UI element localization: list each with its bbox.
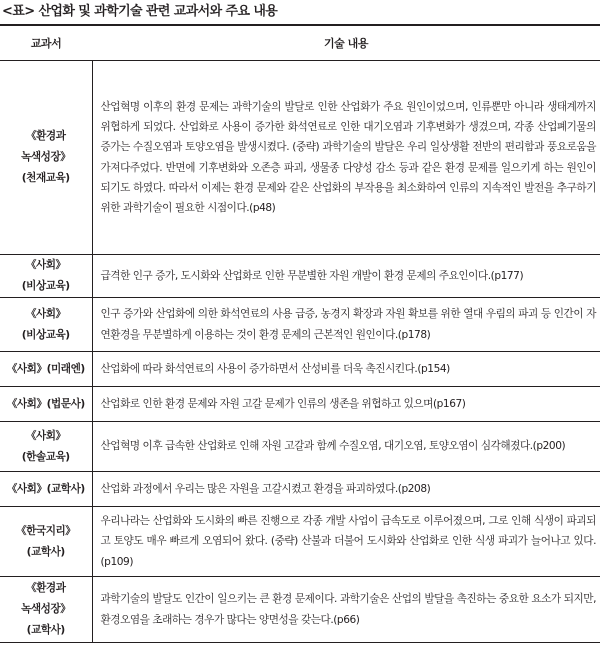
content-cell: 산업혁명 이후 급속한 산업화로 인해 자원 고갈과 함께 수질오염, 대기오염, 토양오염이 심각해졌다.(p200): [92, 422, 600, 472]
table-row: [0, 472, 600, 507]
textbook-name-line: (교학사): [26, 545, 65, 558]
textbook-cell: [0, 507, 92, 577]
textbook-name-line: 《사회》(교학사): [6, 482, 85, 495]
header-content: 기술 내용: [92, 25, 600, 61]
textbook-name-line: (한솔교육): [21, 450, 70, 463]
textbook-cell: [0, 387, 92, 422]
table-row: [0, 255, 600, 298]
table-header: [0, 25, 600, 61]
table-body: [0, 61, 600, 643]
textbook-cell: [0, 577, 92, 643]
textbook-name-line: 《한국지리》: [16, 524, 76, 537]
textbook-cell: [0, 298, 92, 352]
table-row: [0, 298, 600, 352]
content-cell: 산업화 과정에서 우리는 많은 자원을 고갈시켰고 환경을 파괴하였다.(p208): [92, 472, 600, 507]
content-cell: 과학기술의 발달도 인간이 일으키는 큰 환경 문제이다. 과학기술은 산업의 발달을 촉진하는 중요한 요소가 되지만, 환경오염을 초래하는 경우가 많다는 양면성을 갖는다.(p66): [92, 577, 600, 643]
textbook-name-line: (교학사): [26, 624, 65, 636]
textbook-name-line: 녹색성장》: [21, 151, 71, 163]
content-cell: 급격한 인구 증가, 도시화와 산업화로 인한 무분별한 자원 개발이 환경 문제의 주요인이다.(p177): [92, 255, 600, 298]
textbook-cell: [0, 352, 92, 387]
textbook-name-line: (천재교육): [21, 172, 70, 184]
textbook-cell: [0, 61, 92, 255]
textbook-name-line: (비상교육): [21, 328, 70, 341]
table-caption: <표> 산업화 및 과학기술 관련 교과서와 주요 내용: [2, 4, 278, 19]
textbook-cell: [0, 255, 92, 298]
textbook-cell: [0, 472, 92, 507]
table-row: [0, 422, 600, 472]
header-source: 교과서: [0, 25, 92, 61]
table-row: [0, 352, 600, 387]
textbook-name-line: 《환경과: [26, 130, 66, 142]
textbook-name-line: (비상교육): [21, 280, 70, 292]
textbook-name-line: 《사회》: [25, 259, 66, 271]
textbook-name-line: 《사회》(법문사): [6, 397, 85, 410]
textbook-name-line: 《사회》: [25, 307, 66, 320]
textbook-name-line: 《사회》: [25, 429, 66, 442]
table-row: [0, 387, 600, 422]
table-row: [0, 61, 600, 255]
table-row: [0, 507, 600, 577]
content-cell: 산업화에 따라 화석연료의 사용이 증가하면서 산성비를 더욱 촉진시킨다.(p154): [92, 352, 600, 387]
textbook-table: [0, 24, 600, 643]
content-cell: 산업화로 인한 환경 문제와 자원 고갈 문제가 인류의 생존을 위협하고 있으며(p167): [92, 387, 600, 422]
content-cell: 우리나라는 산업화와 도시화의 빠른 진행으로 각종 개발 사업이 급속도로 이루어졌으며, 그로 인해 식생이 파괴되고 토양도 매우 빠르게 오염되어 왔다. (중략) 산불과 더불어 도시화와 산업화로 인한 식생 파괴가 늘어나고 있다.(p109): [92, 507, 600, 577]
textbook-cell: [0, 422, 92, 472]
textbook-name-line: 《사회》(미래엔): [6, 362, 85, 375]
content-cell: 산업혁명 이후의 환경 문제는 과학기술의 발달로 인한 산업화가 주요 원인이었으며, 인류뿐만 아니라 생태계까지 위협하게 되었다. 산업화로 사용이 증가한 화석연료로 인한 대기오염과 기후변화가 생겼으며, 각종 산업폐기물의 증가는 수질오염과 토양오염을 발생시켰다. (중략) 과학기술의 발달은 우리 일상생활 전반의 편리함과 풍요로움을 가져다주었다. 반면에 기후변화와 오존층 파괴, 생물종 다양성 감소 등과 같은 환경 문제를 일으키게 하는 원인이 되기도 하였다. 따라서 이제는 환경 문제와 같은 산업화의 부작용을 최소화하여 인류의 지속적인 발전을 추구하기 위한 과학기술이 필요한 시점이다.(p48): [92, 61, 600, 255]
table-row: [0, 577, 600, 643]
textbook-name-line: 《환경과: [26, 582, 66, 594]
content-cell: 인구 증가와 산업화에 의한 화석연료의 사용 급증, 농경지 확장과 자원 확보를 위한 열대 우림의 파괴 등 인간이 자연환경을 무분별하게 이용하는 것이 환경 문제의 근본적인 원인이다.(p178): [92, 298, 600, 352]
textbook-name-line: 녹색성장》: [21, 603, 71, 615]
